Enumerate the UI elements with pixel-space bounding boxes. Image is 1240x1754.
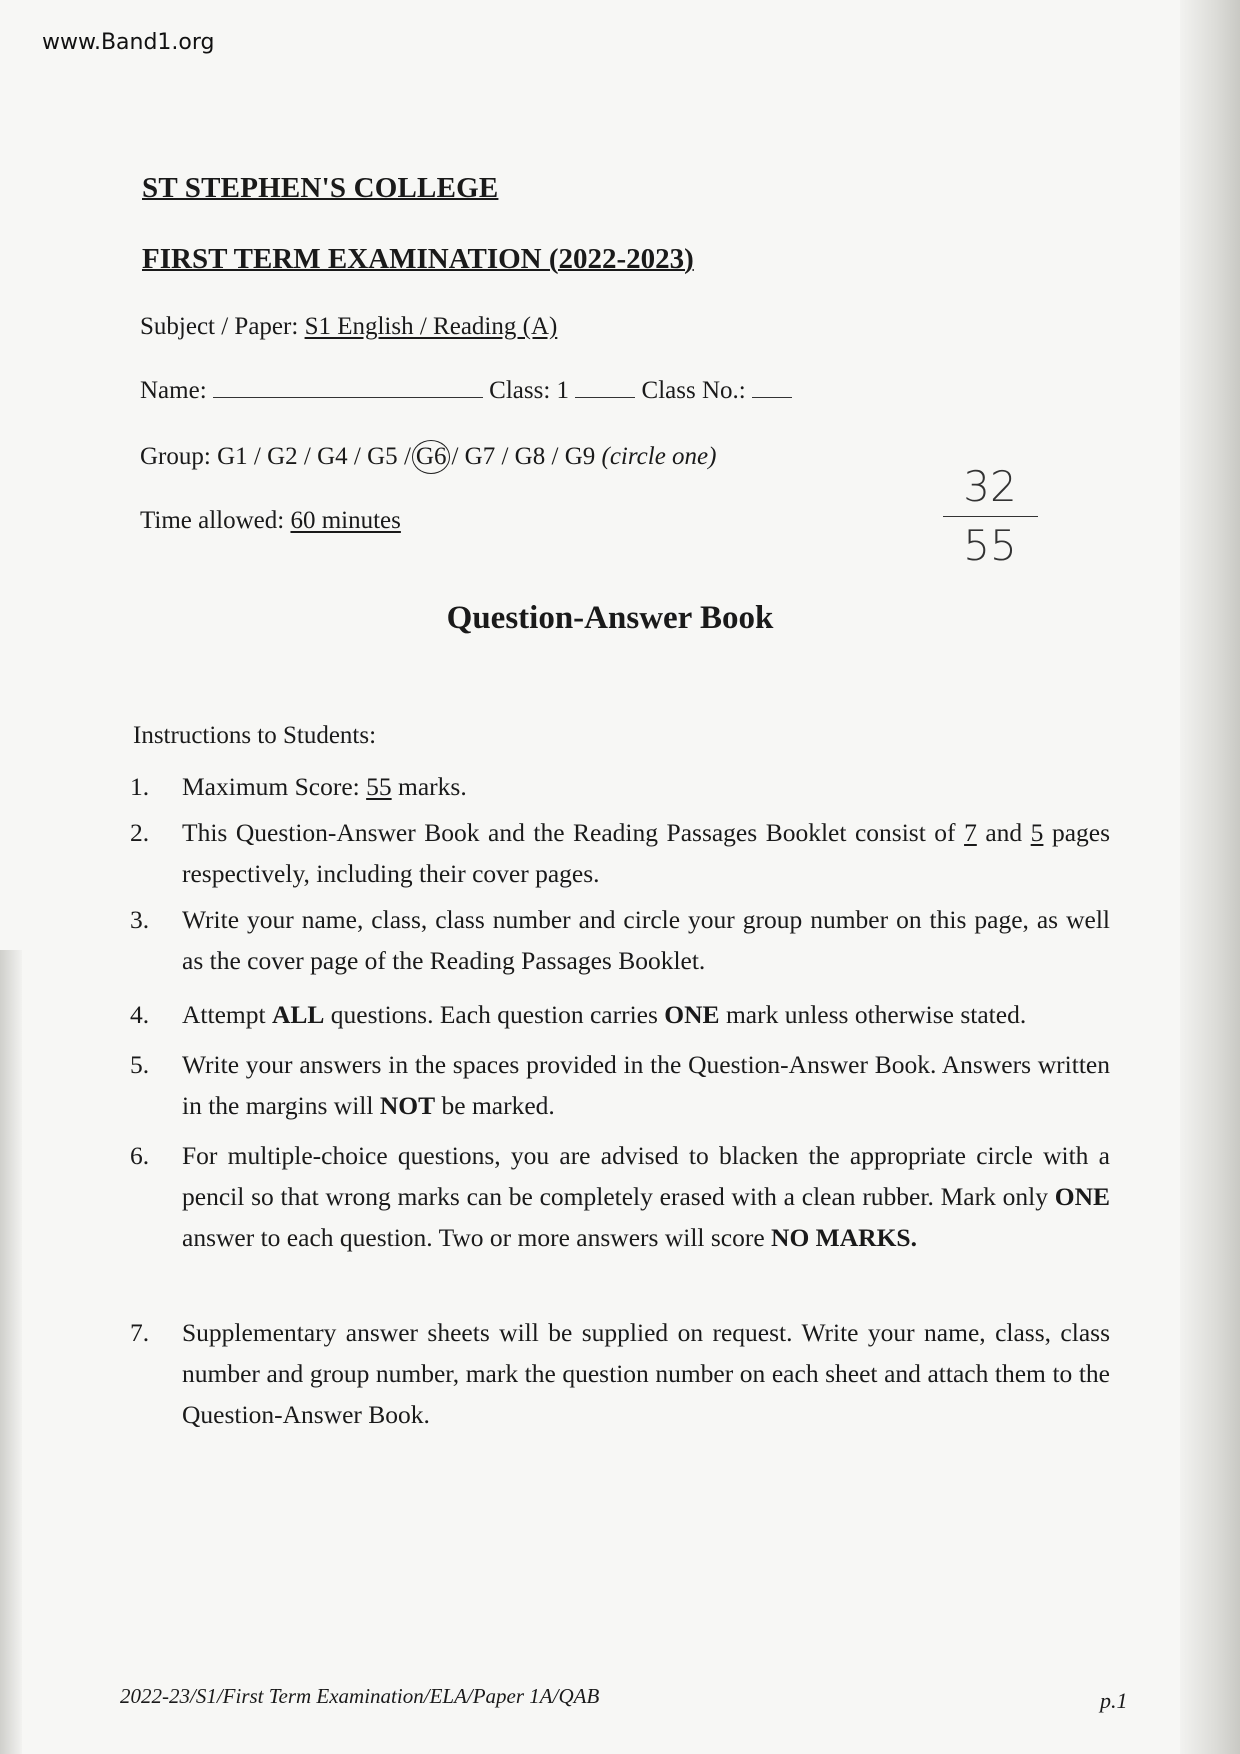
instruction-number: 6. — [130, 1141, 150, 1170]
group-hint: (circle one) — [601, 443, 717, 470]
watermark: www.Band1.org — [42, 30, 215, 55]
instruction-number: 4. — [130, 1000, 150, 1029]
group-line: Group: G1 / G2 / G4 / G5 / G6 / G7 / G8 / G9 (circle one) — [140, 440, 716, 474]
instructions-title: Instructions to Students: — [133, 722, 377, 749]
group-g5[interactable]: G5 — [367, 443, 398, 470]
instruction-item — [130, 812, 1110, 894]
instruction-text: Supplementary answer sheets will be supplied on request. Write your name, class, class number and group number, mark the question number on each sheet and attach them to the Question-Answer Book. — [182, 1318, 1110, 1429]
page-number: p.1 — [1100, 1688, 1128, 1713]
group-label: Group: — [140, 443, 211, 470]
group-g2[interactable]: G2 — [267, 443, 298, 470]
instruction-item — [130, 899, 1110, 981]
instruction-text: For multiple-choice questions, you are advised to blacken the appropriate circle with a pencil so that wrong marks can be completely erased with a clean rubber. Mark only ONE answer to each question. Two or more answers will score NO MARKS. — [182, 1141, 1110, 1252]
instruction-text: Maximum Score: 55 marks. — [182, 772, 467, 801]
subject-line — [140, 313, 557, 341]
instruction-number: 3. — [130, 905, 150, 934]
instruction-text: Attempt ALL questions. Each question carries ONE mark unless otherwise stated. — [182, 1000, 1027, 1029]
instruction-text: Write your name, class, class number and circle your group number on this page, as well as the cover page of the Reading Passages Booklet. — [182, 905, 1110, 975]
instruction-item — [130, 1312, 1110, 1435]
group-g1[interactable]: G1 — [217, 443, 248, 470]
school-name: ST STEPHEN'S COLLEGE — [142, 172, 499, 204]
time-value: 60 minutes — [290, 507, 401, 534]
time-line — [140, 507, 401, 535]
book-title: Question-Answer Book — [446, 600, 774, 636]
instruction-number: 7. — [130, 1318, 150, 1347]
instruction-text: This Question-Answer Book and the Reading Passages Booklet consist of 7 and 5 pages respectively, including their cover pages. — [182, 818, 1110, 888]
exam-title: FIRST TERM EXAMINATION (2022-2023) — [142, 243, 694, 275]
instruction-number: 1. — [130, 772, 150, 801]
name-line — [140, 377, 792, 405]
instruction-item — [130, 766, 1110, 807]
instruction-number: 2. — [130, 818, 150, 847]
subject-value: S1 English / Reading (A) — [304, 313, 558, 340]
group-g6-circled[interactable]: G6 — [412, 440, 451, 474]
subject-label: Subject / Paper: — [140, 313, 299, 340]
score-divider — [943, 516, 1038, 517]
group-g8[interactable]: G8 — [514, 443, 546, 470]
score-total: 55 — [963, 521, 1017, 570]
instruction-number: 5. — [130, 1050, 150, 1079]
name-label: Name: — [140, 377, 207, 404]
classno-field[interactable] — [752, 397, 792, 398]
instruction-item — [130, 1135, 1110, 1258]
group-g7[interactable]: G7 — [464, 443, 496, 470]
instruction-item — [130, 1044, 1110, 1126]
page-shadow-left — [0, 950, 22, 1754]
instruction-text: Write your answers in the spaces provided in the Question-Answer Book. Answers written in the margins will NOT be marked. — [182, 1050, 1110, 1120]
classno-label: Class No.: — [641, 377, 746, 404]
class-field[interactable] — [575, 397, 635, 398]
time-label: Time allowed: — [140, 507, 285, 534]
score-obtained: 32 — [963, 462, 1017, 511]
page-shadow-right — [1180, 0, 1240, 1754]
group-g4[interactable]: G4 — [317, 443, 348, 470]
group-g9[interactable]: G9 — [564, 443, 596, 470]
class-label: Class: 1 — [489, 377, 570, 404]
footer-code: 2022-23/S1/First Term Examination/ELA/Paper 1A/QAB — [120, 1684, 600, 1708]
name-field[interactable] — [213, 397, 483, 398]
instruction-item — [130, 994, 1110, 1035]
handwritten-score — [940, 462, 1040, 571]
